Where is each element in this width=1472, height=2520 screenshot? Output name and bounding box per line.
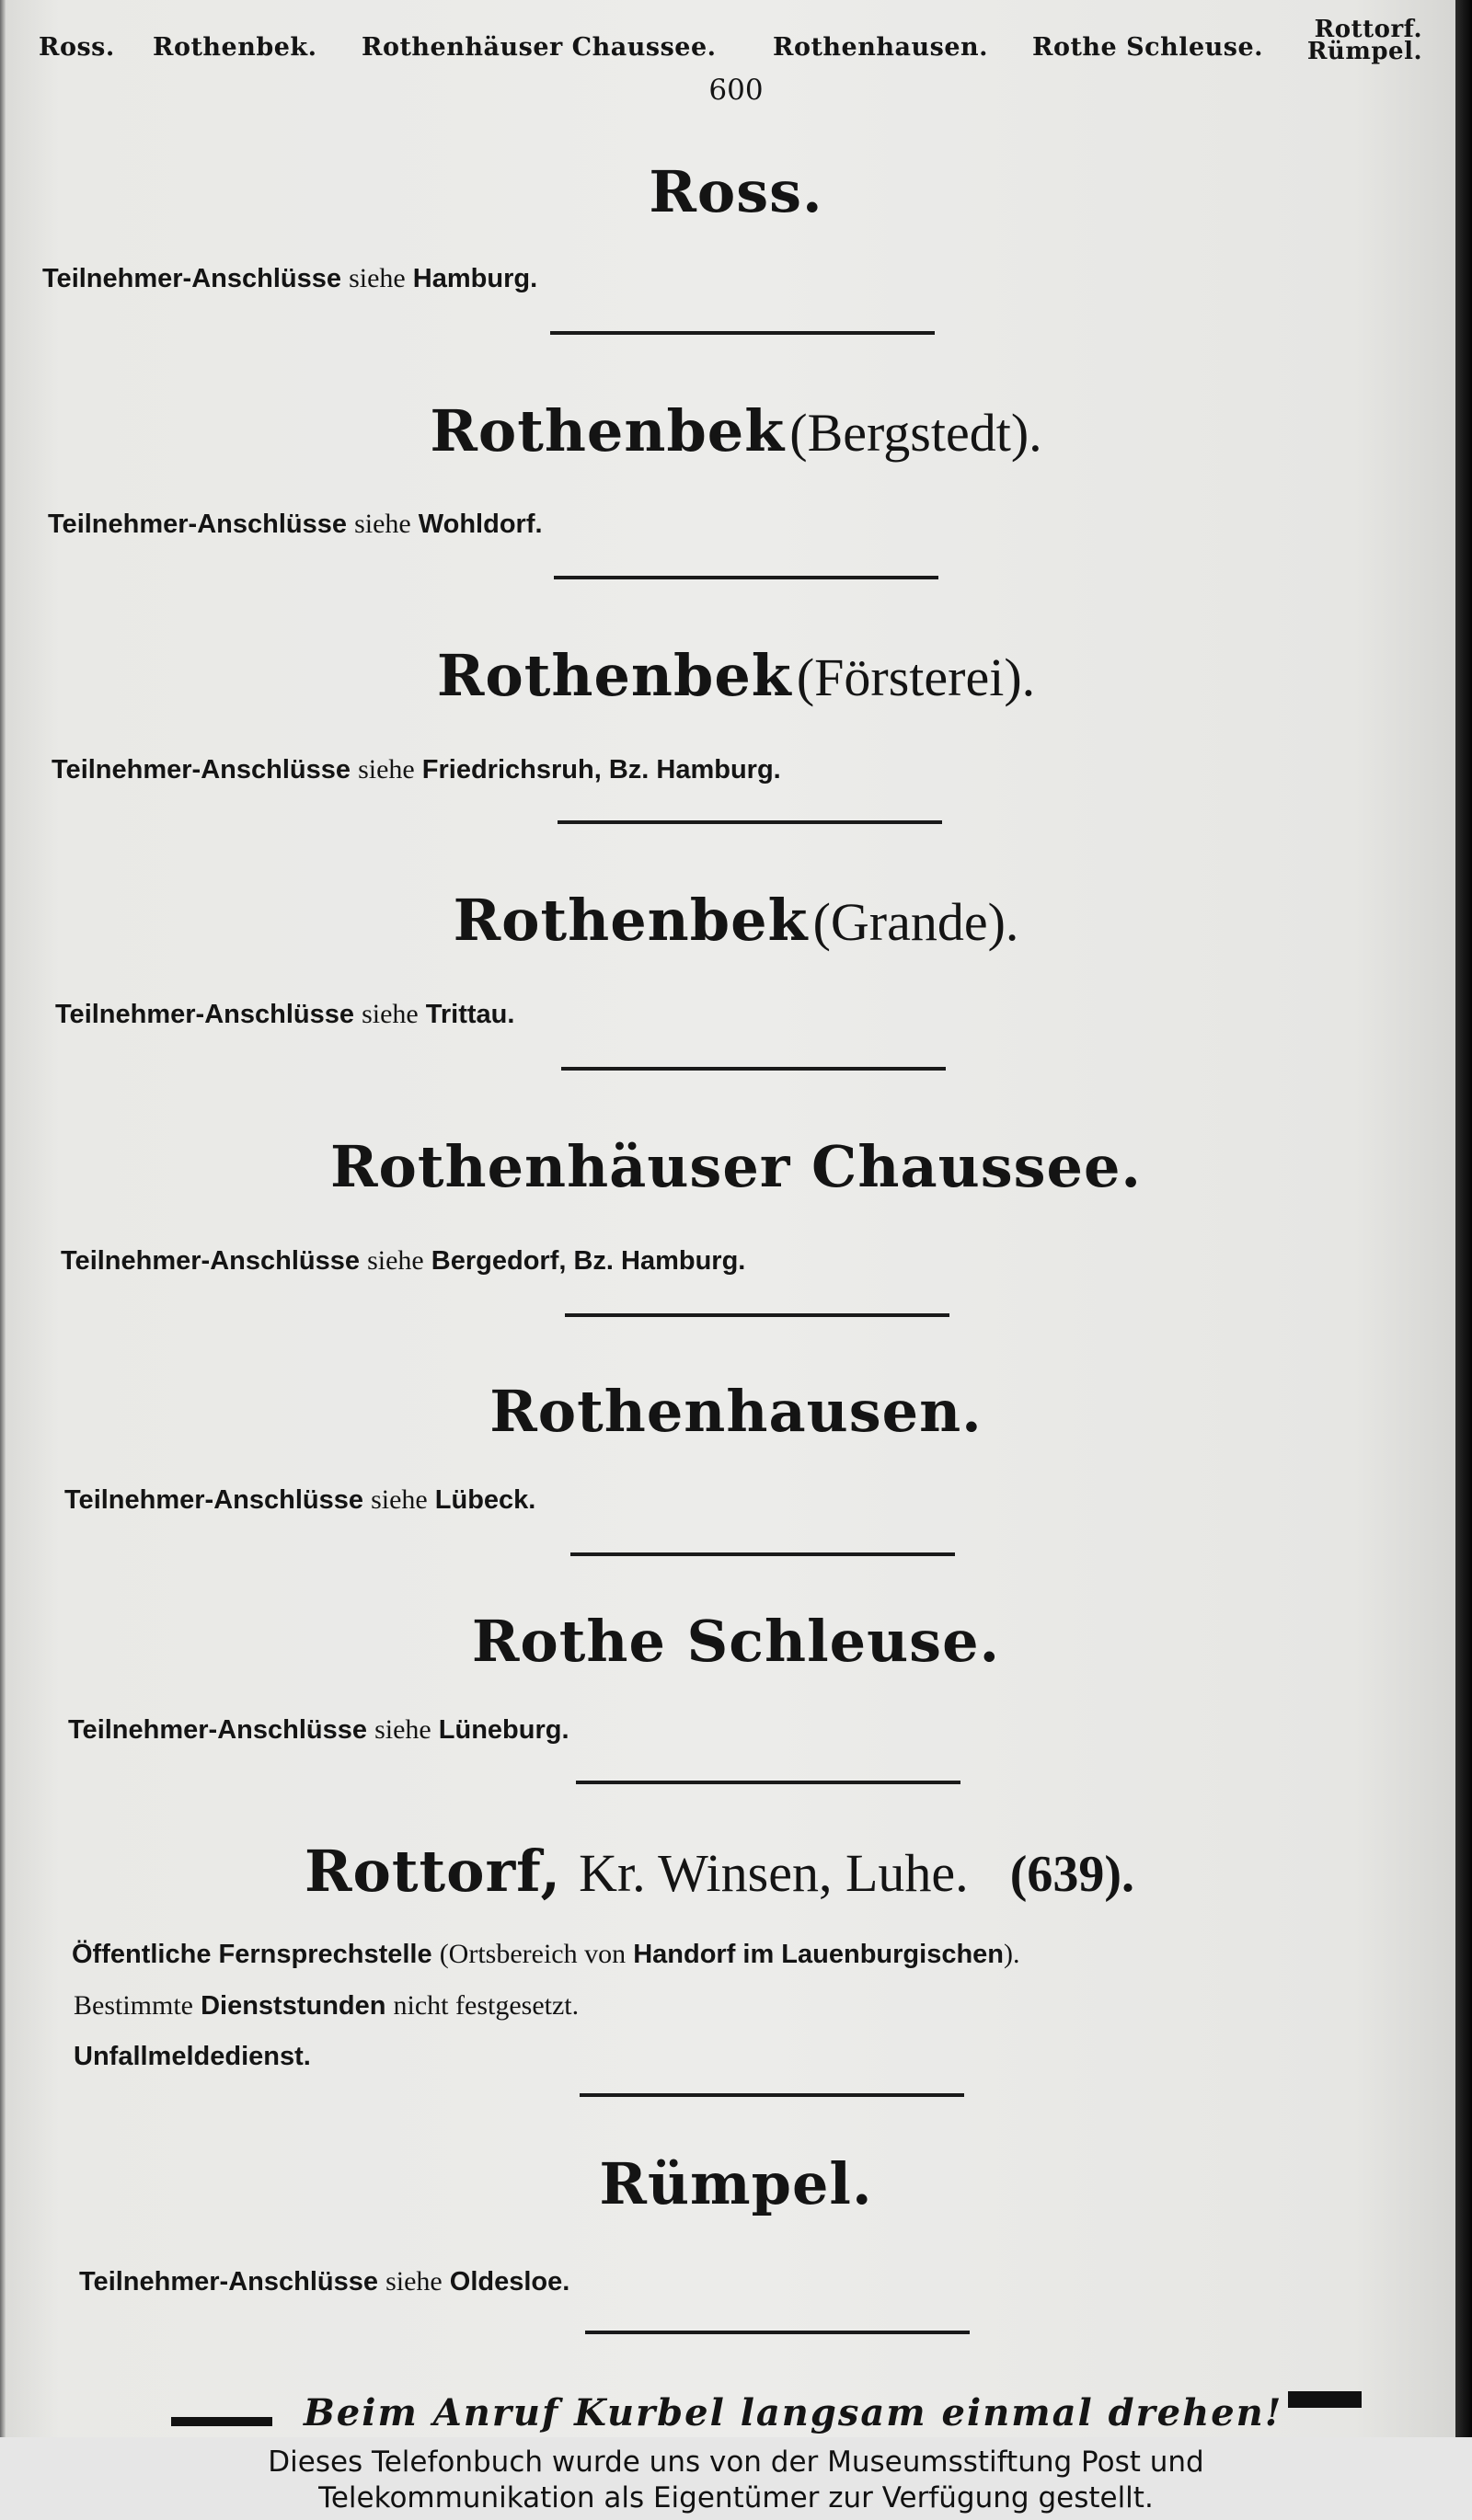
entry-qualifier: (Bergstedt). xyxy=(789,403,1042,463)
page-number: 600 xyxy=(708,74,764,107)
entry-name: Rothe Schleuse. xyxy=(471,1608,1001,1675)
divider-rule xyxy=(576,1781,960,1784)
running-head-item: Rümpel. xyxy=(1306,38,1422,65)
entry-heading xyxy=(0,1378,1472,1445)
entry-heading xyxy=(0,158,1472,225)
entry-text-d: ). xyxy=(1004,1939,1020,1969)
entry-name: Rothenbek xyxy=(453,887,809,954)
divider-rule xyxy=(585,2331,970,2334)
entry-text-c: Handorf im Lauenburgischen xyxy=(633,1940,1005,1969)
entry-heading xyxy=(0,887,1472,954)
entry-text-b: (Ortsbereich von xyxy=(439,1939,627,1969)
divider-rule xyxy=(570,1552,955,1556)
entry-text xyxy=(52,754,781,785)
entry-text xyxy=(55,999,514,1030)
entry-text-label: Teilnehmer-Anschlüsse xyxy=(42,264,342,293)
entry-text-siehe: siehe xyxy=(354,509,411,539)
entry-name: Rottorf, xyxy=(304,1838,562,1905)
running-head-item: Rothe Schleuse. xyxy=(1032,33,1264,62)
divider-rule xyxy=(558,820,942,824)
running-head-item: Rothenhausen. xyxy=(773,33,989,62)
entry-text-label: Teilnehmer-Anschlüsse xyxy=(61,1246,361,1276)
entry-heading xyxy=(0,1838,1455,1905)
entry-text-place: Friedrichsruh, Bz. Hamburg. xyxy=(421,755,781,785)
divider-rule xyxy=(550,331,935,335)
divider-rule xyxy=(561,1067,946,1071)
entry-text-siehe: siehe xyxy=(374,1714,431,1745)
entry-text-siehe: siehe xyxy=(349,263,406,293)
entry-text-label: Teilnehmer-Anschlüsse xyxy=(79,2267,379,2297)
entry-text-place: Hamburg. xyxy=(412,264,538,293)
entry-text-label: Teilnehmer-Anschlüsse xyxy=(55,1000,355,1029)
entry-heading xyxy=(0,642,1472,709)
entry-qualifier: (Grande). xyxy=(812,892,1019,952)
entry-text-place: Lübeck. xyxy=(434,1485,536,1515)
entry-name: Rothenbek xyxy=(430,397,786,464)
running-head xyxy=(35,18,1435,64)
footer-notice xyxy=(0,2437,1472,2520)
entry-text-siehe: siehe xyxy=(367,1245,424,1276)
entry-name: Rothenhäuser Chaussee. xyxy=(329,1133,1142,1200)
divider-rule xyxy=(554,576,938,579)
entry-text-siehe: siehe xyxy=(385,2266,443,2297)
entry-text-label: Teilnehmer-Anschlüsse xyxy=(64,1485,364,1515)
entry-text-line1 xyxy=(72,1939,1020,1970)
entry-text-place: Wohldorf. xyxy=(418,510,543,539)
entry-text-siehe: siehe xyxy=(371,1484,428,1515)
divider-rule xyxy=(580,2093,964,2097)
entry-text-place: Oldesloe. xyxy=(449,2267,570,2297)
entry-name: Rothenhausen. xyxy=(489,1378,983,1445)
bottom-banner xyxy=(0,2380,1472,2437)
entry-heading xyxy=(0,1608,1472,1675)
banner-bar-right xyxy=(1288,2391,1362,2408)
entry-heading xyxy=(0,397,1472,464)
banner-text: Beim Anruf Kurbel langsam einmal drehen! xyxy=(304,2391,1283,2434)
page-left-edge xyxy=(0,0,6,2437)
footer-line: Telekommunikation als Eigentümer zur Verfügung gestellt. xyxy=(318,2481,1154,2514)
running-head-last xyxy=(1307,18,1422,63)
entry-text xyxy=(48,509,543,540)
running-head-item: Rothenbek. xyxy=(153,33,317,62)
entry-name: Ross. xyxy=(649,158,823,225)
entry-text xyxy=(42,263,537,294)
entry-name: Rothenbek xyxy=(436,642,792,709)
footer-line: Dieses Telefonbuch wurde uns von der Museumsstiftung Post und xyxy=(268,2446,1204,2479)
entry-text-line3: Unfallmeldedienst. xyxy=(74,2042,311,2071)
entry-text-b: Dienststunden xyxy=(201,1991,386,2021)
entry-text-line2 xyxy=(74,1990,579,2022)
entry-number: (639). xyxy=(1009,1846,1135,1903)
entry-text xyxy=(64,1484,535,1516)
entry-text-place: Bergedorf, Bz. Hamburg. xyxy=(431,1246,746,1276)
entry-text-place: Lüneburg. xyxy=(438,1715,569,1745)
entry-text-siehe: siehe xyxy=(362,999,419,1029)
entry-text-label: Teilnehmer-Anschlüsse xyxy=(48,510,348,539)
banner-bar-left xyxy=(171,2417,272,2426)
entry-text-a: Bestimmte xyxy=(74,1990,193,2021)
running-head-item: Rottorf. xyxy=(1314,16,1422,43)
entry-text-siehe: siehe xyxy=(358,754,415,785)
entry-heading xyxy=(0,2150,1472,2217)
entry-text-label: Teilnehmer-Anschlüsse xyxy=(52,755,351,785)
entry-qualifier: (Försterei). xyxy=(796,647,1036,707)
entry-text-c: nicht festgesetzt. xyxy=(393,1990,580,2021)
entry-heading xyxy=(0,1133,1472,1200)
entry-text xyxy=(61,1245,745,1277)
entry-text xyxy=(68,1714,569,1746)
divider-rule xyxy=(565,1313,949,1317)
running-head-item: Ross. xyxy=(39,33,115,62)
page-right-edge xyxy=(1455,0,1472,2437)
entry-qualifier: Kr. Winsen, Luhe. xyxy=(579,1843,969,1903)
entry-text-a: Öffentliche Fernsprechstelle xyxy=(72,1940,432,1969)
entry-name: Rümpel. xyxy=(599,2150,873,2217)
running-head-item: Rothenhäuser Chaussee. xyxy=(362,33,717,62)
entry-text xyxy=(79,2266,569,2297)
entry-text-label: Teilnehmer-Anschlüsse xyxy=(68,1715,368,1745)
entry-text-place: Trittau. xyxy=(425,1000,515,1029)
